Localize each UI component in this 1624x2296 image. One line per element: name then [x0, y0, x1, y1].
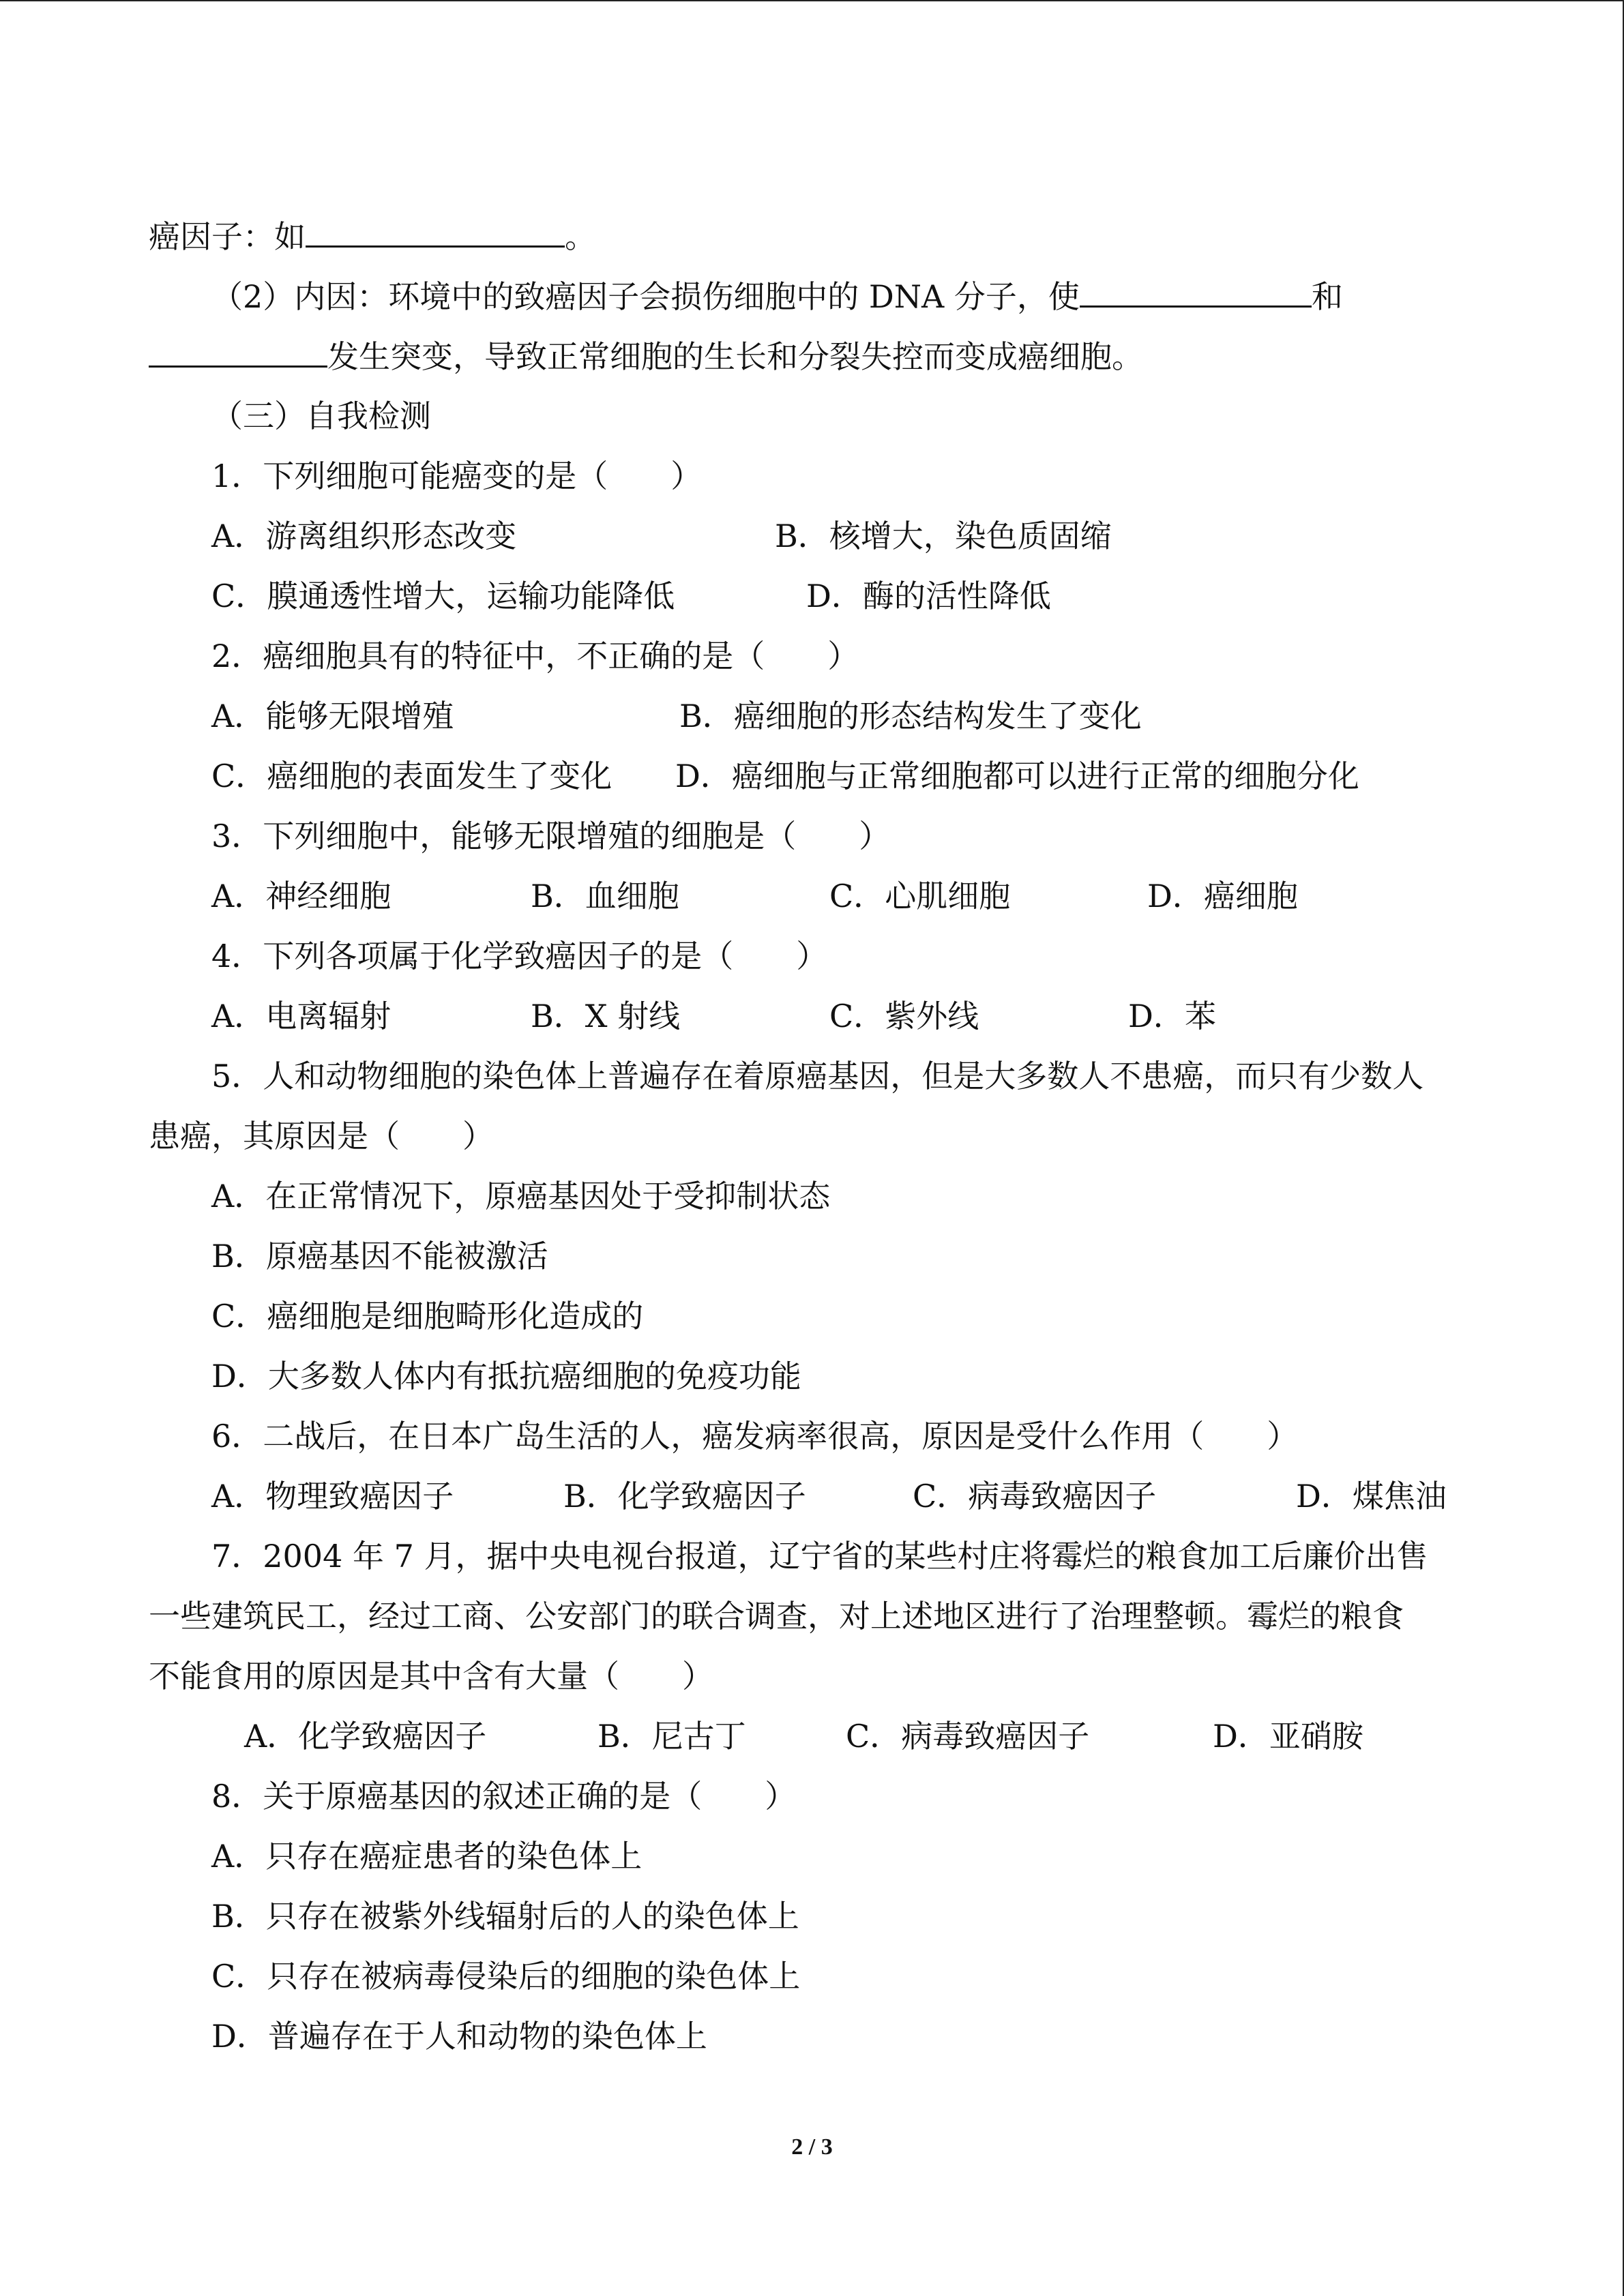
option-b[interactable]: B．原癌基因不能被激活: [211, 1238, 548, 1274]
question-5-stem-line-2: 患癌，其原因是（ ）: [149, 1118, 494, 1154]
option-c[interactable]: C．病毒致癌因子: [913, 1478, 1157, 1515]
option-d[interactable]: D．癌细胞: [1147, 878, 1298, 914]
fill-blank[interactable]: [306, 215, 565, 248]
option-c[interactable]: C．紫外线: [829, 998, 979, 1034]
option-a[interactable]: A．只存在癌症患者的染色体上: [211, 1838, 643, 1875]
option-b[interactable]: B．只存在被紫外线辐射后的人的染色体上: [211, 1898, 799, 1935]
option-a[interactable]: A．在正常情况下，原癌基因处于受抑制状态: [211, 1178, 831, 1214]
option-d[interactable]: D．煤焦油: [1296, 1478, 1447, 1515]
intro-line-2-prefix: （2）内因：环境中的致癌因子会损伤细胞中的 DNA 分子，使: [211, 278, 1080, 315]
option-c[interactable]: C．膜通透性增大，运输功能降低: [211, 578, 675, 614]
question-5-stem-line-1: 5．人和动物细胞的染色体上普遍存在着原癌基因，但是大多数人不患癌，而只有少数人: [211, 1058, 1424, 1094]
option-d[interactable]: D．亚硝胺: [1213, 1718, 1363, 1755]
question-7-stem-line-2: 一些建筑民工，经过工商、公安部门的联合调查，对上述地区进行了治理整顿。霉烂的粮食: [149, 1598, 1404, 1635]
option-a[interactable]: A．物理致癌因子: [211, 1478, 454, 1515]
option-d[interactable]: D．酶的活性降低: [806, 578, 1051, 614]
option-c[interactable]: C．癌细胞的表面发生了变化: [211, 758, 612, 794]
option-b[interactable]: B．化学致癌因子: [563, 1478, 806, 1515]
intro-line-3-suffix: 发生突变，导致正常细胞的生长和分裂失控而变成癌细胞。: [327, 338, 1143, 375]
question-6-stem: 6．二战后，在日本广岛生活的人，癌发病率很高，原因是受什么作用（ ）: [211, 1418, 1299, 1455]
intro-line-3: [149, 336, 1143, 377]
option-a[interactable]: A．化学致癌因子: [244, 1718, 487, 1755]
section-title: （三）自我检测: [211, 398, 431, 434]
question-2-stem: 2．癌细胞具有的特征中，不正确的是（ ）: [211, 638, 859, 674]
intro-line-2: [211, 275, 1343, 317]
option-a[interactable]: A．神经细胞: [211, 878, 392, 914]
option-d[interactable]: D．癌细胞与正常细胞都可以进行正常的细胞分化: [675, 758, 1359, 794]
option-b[interactable]: B．血细胞: [531, 878, 679, 914]
option-b[interactable]: B．核增大，染色质固缩: [775, 518, 1112, 554]
option-c[interactable]: C．心肌细胞: [829, 878, 1011, 914]
option-a[interactable]: A．电离辐射: [211, 998, 392, 1034]
option-d[interactable]: D．大多数人体内有抵抗癌细胞的免疫功能: [211, 1358, 801, 1395]
intro-line-1-prefix: 癌因子：如: [149, 218, 306, 255]
option-b[interactable]: B．X 射线: [531, 998, 681, 1034]
question-1-stem: 1．下列细胞可能癌变的是（ ）: [211, 458, 703, 494]
option-a[interactable]: A．能够无限增殖: [211, 698, 454, 734]
fill-blank[interactable]: [149, 336, 327, 368]
option-a[interactable]: A．游离组织形态改变: [211, 518, 517, 554]
intro-line-1-suffix: 。: [565, 218, 596, 255]
question-7-stem-line-1: 7．2004 年 7 月，据中央电视台报道，辽宁省的某些村庄将霉烂的粮食加工后廉价出售: [211, 1538, 1428, 1575]
intro-line-2-suffix: 和: [1311, 278, 1343, 315]
option-c[interactable]: C．病毒致癌因子: [846, 1718, 1090, 1755]
question-4-stem: 4．下列各项属于化学致癌因子的是（ ）: [211, 938, 828, 974]
question-3-stem: 3．下列细胞中，能够无限增殖的细胞是（ ）: [211, 818, 891, 854]
option-c[interactable]: C．只存在被病毒侵染后的细胞的染色体上: [211, 1958, 801, 1995]
intro-line-1: [149, 215, 596, 257]
option-d[interactable]: D．普遍存在于人和动物的染色体上: [211, 2018, 707, 2055]
page-number: 2 / 3: [791, 2134, 833, 2160]
option-b[interactable]: B．尼古丁: [597, 1718, 746, 1755]
fill-blank[interactable]: [1080, 275, 1312, 308]
question-7-stem-line-3: 不能食用的原因是其中含有大量（ ）: [149, 1658, 713, 1695]
option-b[interactable]: B．癌细胞的形态结构发生了变化: [679, 698, 1142, 734]
option-c[interactable]: C．癌细胞是细胞畸形化造成的: [211, 1298, 644, 1335]
question-8-stem: 8．关于原癌基因的叙述正确的是（ ）: [211, 1778, 797, 1815]
option-d[interactable]: D．苯: [1128, 998, 1216, 1034]
